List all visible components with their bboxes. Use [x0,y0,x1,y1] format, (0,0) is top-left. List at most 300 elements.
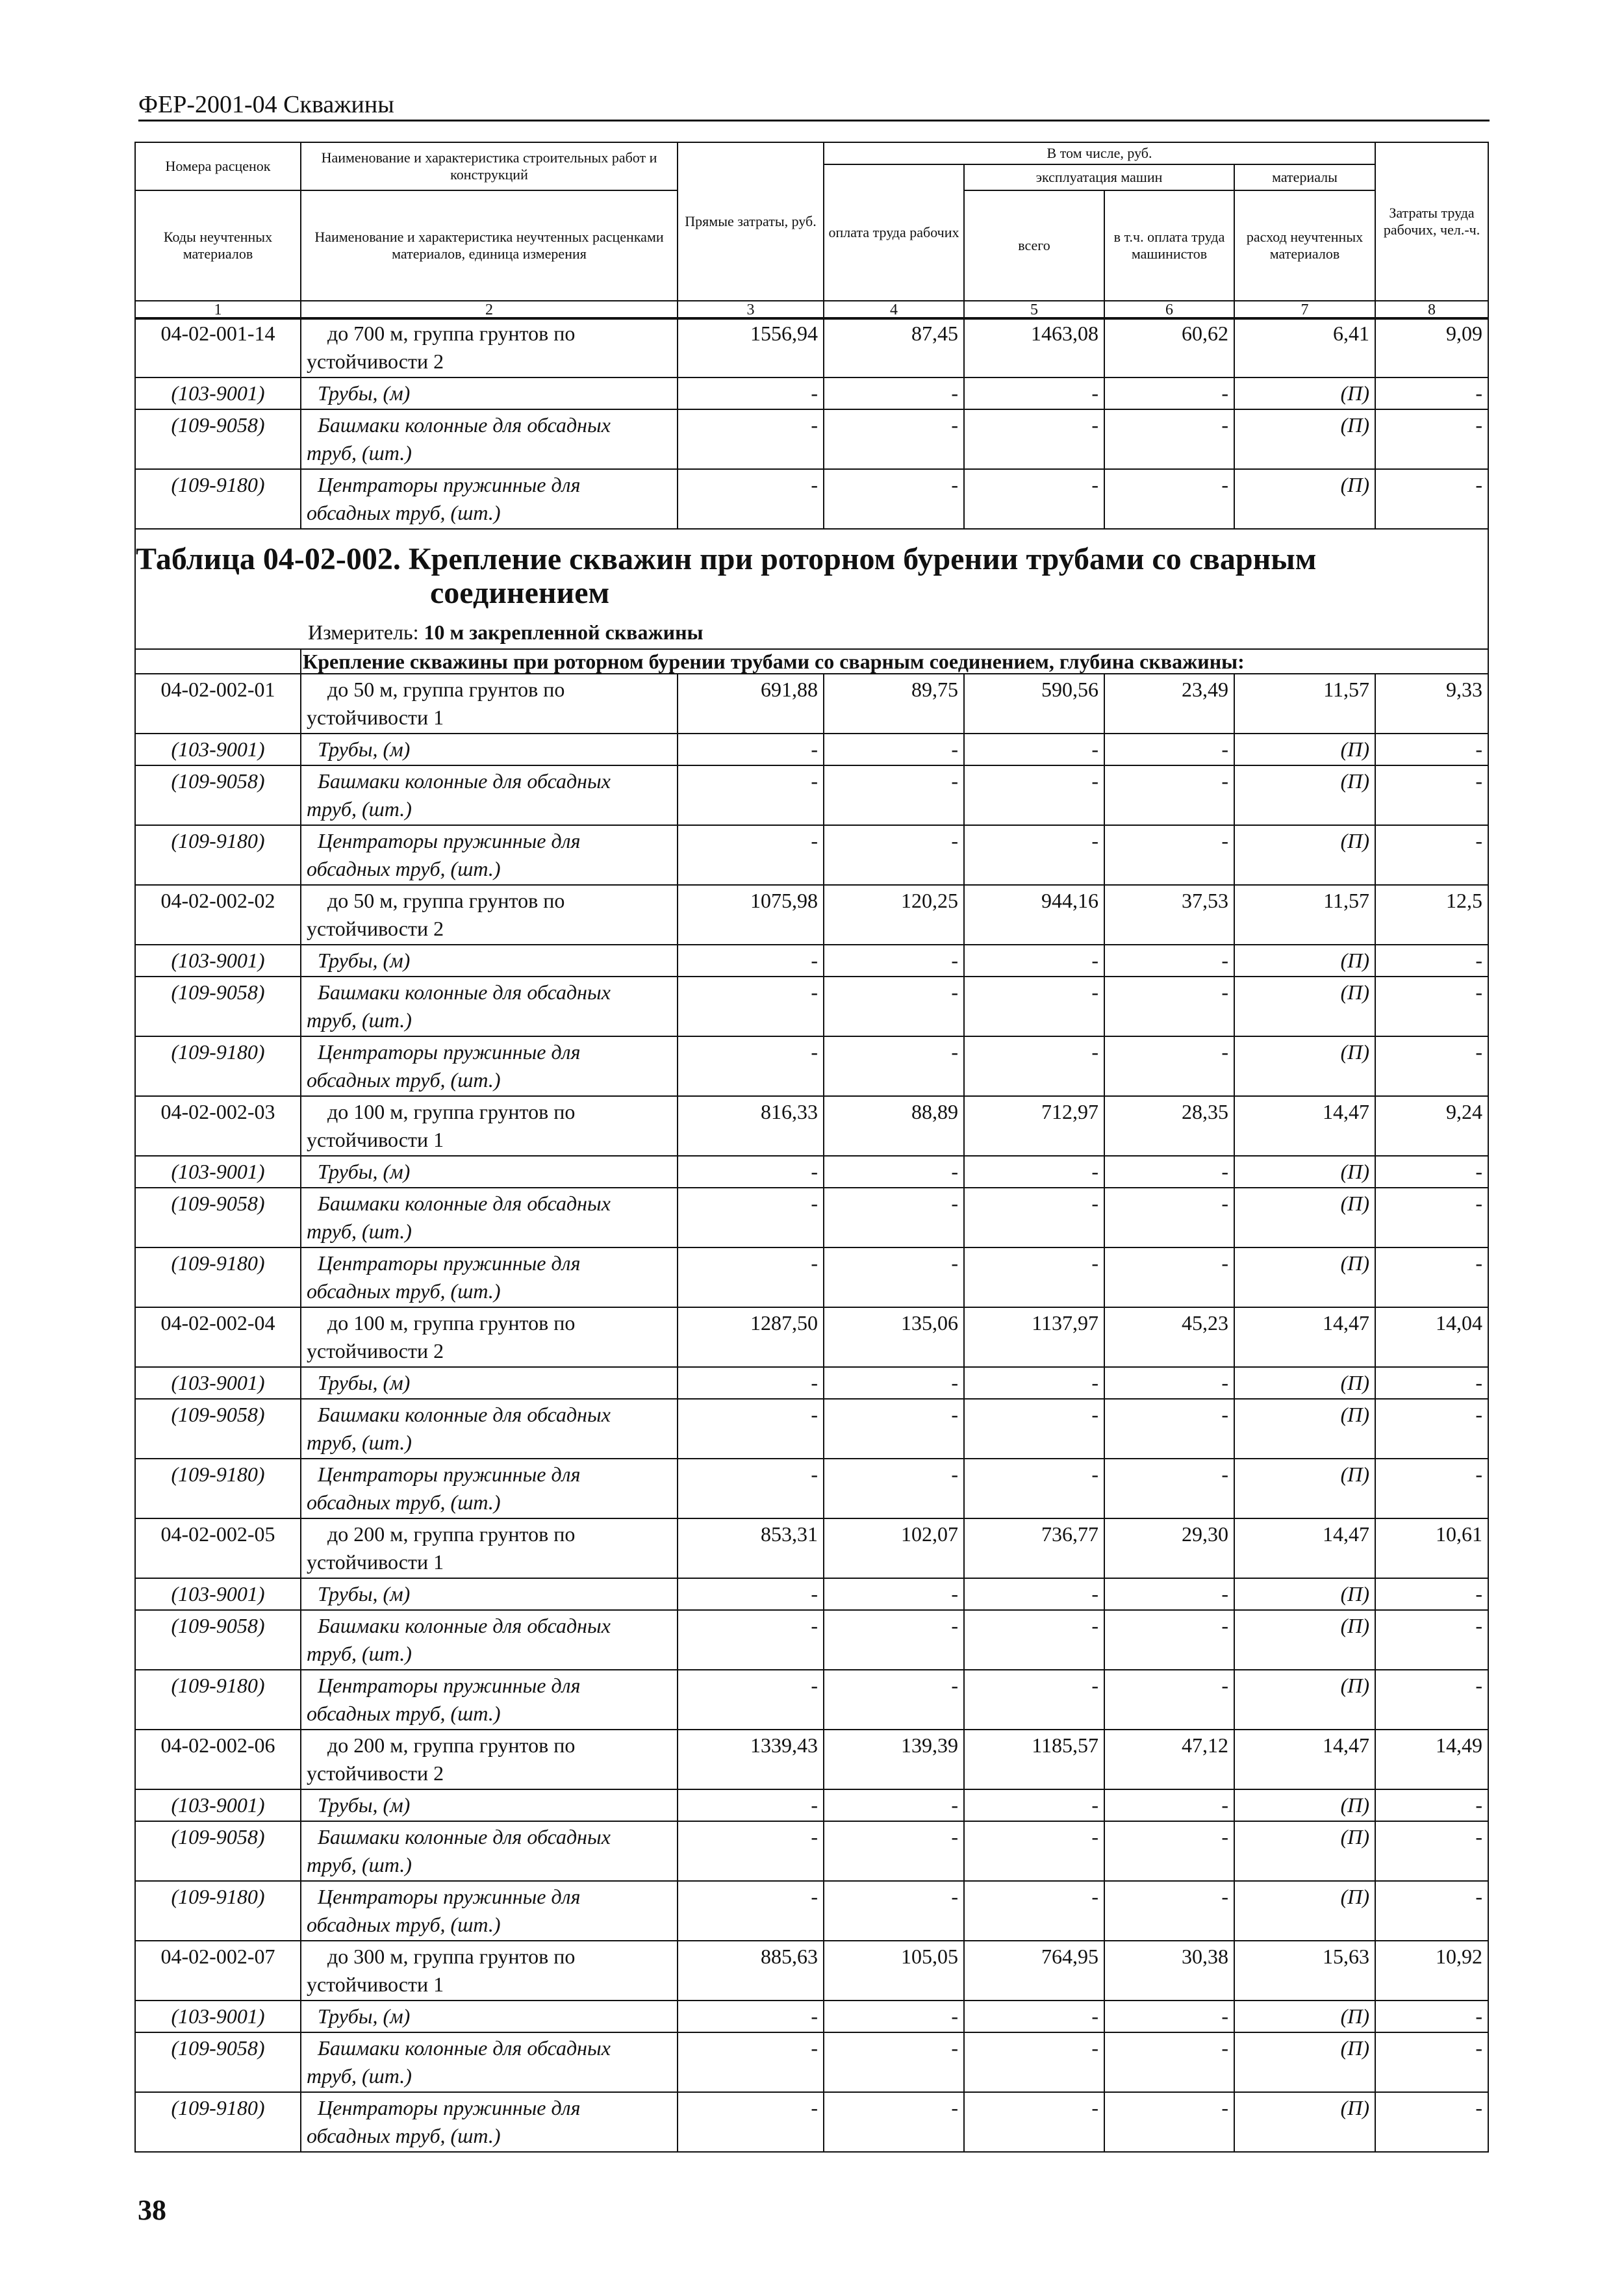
material-dash: - [1375,1036,1488,1096]
material-row [135,409,1488,469]
rate-code: 04-02-002-02 [135,885,301,945]
material-p-tag: (П) [1234,2001,1375,2032]
material-row [135,825,1488,885]
material-code: (109-9058) [135,977,301,1036]
material-p-tag: (П) [1234,945,1375,977]
first-rate-block [135,318,1488,529]
material-dash: - [964,1789,1104,1821]
material-name-line1: Центраторы пружинные для [318,2096,581,2119]
material-dash: - [1104,2092,1234,2152]
rate-materials-cost: 14,47 [1234,1518,1375,1578]
material-dash: - [678,977,824,1036]
rate-desc-line1: до 200 м, группа грунтов по [327,1522,576,1546]
material-dash: - [824,734,964,765]
material-name [301,765,678,825]
material-dash: - [678,1670,824,1730]
material-name: Трубы, (м) [301,377,678,409]
material-dash: - [1104,1610,1234,1670]
meter-value: 10 м закрепленной скважины [424,620,704,644]
material-p-tag: (П) [1234,1367,1375,1399]
rate-materials-cost: 14,47 [1234,1730,1375,1789]
rate-machine-total: 1137,97 [964,1307,1104,1367]
material-name [301,1247,678,1307]
rate-desc-line1: до 100 м, группа грунтов по [327,1311,576,1335]
material-dash: - [1375,2092,1488,2152]
material-code: (109-9180) [135,2092,301,2152]
rate-desc-line1: до 100 м, группа грунтов по [327,1100,576,1123]
material-row [135,1156,1488,1188]
header-machines: эксплуатация машин [964,164,1234,190]
header-col7: расход неучтенных материалов [1234,190,1375,301]
section-title-line2: соединением [430,576,610,610]
material-name-line1: Башмаки колонные для обсадных [318,2036,611,2060]
material-name-line1: Башмаки колонные для обсадных [318,980,611,1004]
material-dash: - [824,409,964,469]
table-header [134,142,1489,320]
material-name: Трубы, (м) [301,1156,678,1188]
rate-desc-line1: до 50 м, группа грунтов по [327,678,565,701]
rate-machine-labor: 28,35 [1104,1096,1234,1156]
material-dash: - [1104,2032,1234,2092]
material-dash: - [824,765,964,825]
material-p-tag: (П) [1234,1881,1375,1941]
rate-direct-cost: 1339,43 [678,1730,824,1789]
material-name [301,1399,678,1459]
material-dash: - [678,2092,824,2152]
rate-description [301,1307,678,1367]
material-dash: - [824,1789,964,1821]
material-code: (109-9058) [135,1399,301,1459]
material-dash: - [1104,1459,1234,1518]
rate-desc-line2: устойчивости 2 [307,1339,444,1362]
material-p-tag: (П) [1234,377,1375,409]
material-dash: - [1375,734,1488,765]
rate-direct-cost: 816,33 [678,1096,824,1156]
material-code: (103-9001) [135,1578,301,1610]
rate-labor-cost: 87,45 [824,318,964,377]
material-dash: - [964,1459,1104,1518]
rate-direct-cost: 1287,50 [678,1307,824,1367]
material-dash: - [824,2032,964,2092]
rate-desc-line1: до 200 м, группа грунтов по [327,1733,576,1757]
material-dash: - [1104,1036,1234,1096]
material-dash: - [1375,945,1488,977]
rate-code: 04-02-001-14 [135,318,301,377]
rate-machine-labor: 45,23 [1104,1307,1234,1367]
material-p-tag: (П) [1234,1188,1375,1247]
material-dash: - [824,1156,964,1188]
material-code: (109-9180) [135,1670,301,1730]
material-dash: - [1375,1578,1488,1610]
rate-labor-cost: 89,75 [824,674,964,734]
material-name: Трубы, (м) [301,2001,678,2032]
material-dash: - [678,1399,824,1459]
material-row [135,1610,1488,1670]
rate-row [135,318,1488,377]
material-dash: - [1375,825,1488,885]
material-name: Трубы, (м) [301,945,678,977]
header-col2-top: Наименование и характеристика строительных работ и конструкций [301,142,678,190]
material-dash: - [964,1156,1104,1188]
material-row [135,1881,1488,1941]
rate-materials-cost: 11,57 [1234,674,1375,734]
header-num-4: 4 [824,301,964,319]
material-dash: - [824,2001,964,2032]
material-dash: - [1375,1789,1488,1821]
material-dash: - [1104,1881,1234,1941]
material-dash: - [824,1610,964,1670]
material-row [135,1399,1488,1459]
material-name-line1: Центраторы пружинные для [318,1463,581,1486]
material-p-tag: (П) [1234,1399,1375,1459]
material-dash: - [1375,409,1488,469]
material-dash: - [824,825,964,885]
material-name-line2: обсадных труб, (шт.) [307,857,501,880]
material-dash: - [678,734,824,765]
material-dash: - [1375,1670,1488,1730]
rates-table [134,317,1489,2153]
material-name [301,977,678,1036]
rate-direct-cost: 1556,94 [678,318,824,377]
material-dash: - [678,1881,824,1941]
material-dash: - [678,1188,824,1247]
material-row [135,1578,1488,1610]
material-row [135,2001,1488,2032]
material-dash: - [1104,977,1234,1036]
material-row [135,2032,1488,2092]
material-code: (103-9001) [135,377,301,409]
material-name-line2: труб, (шт.) [307,1220,412,1243]
material-dash: - [678,1036,824,1096]
page-header-title: ФЕР-2001-04 Скважины [138,91,394,118]
material-row [135,1247,1488,1307]
rate-description [301,1730,678,1789]
material-dash: - [964,2001,1104,2032]
material-name-line1: Центраторы пружинные для [318,1040,581,1064]
material-row [135,1367,1488,1399]
material-p-tag: (П) [1234,1578,1375,1610]
meter-label: Измеритель: [308,620,419,644]
material-name-line1: Башмаки колонные для обсадных [318,1614,611,1637]
material-dash: - [1375,469,1488,529]
header-num-8: 8 [1375,301,1488,319]
rate-labor-cost: 135,06 [824,1307,964,1367]
rate-materials-cost: 15,63 [1234,1941,1375,2001]
material-dash: - [1104,1399,1234,1459]
rate-description [301,1096,678,1156]
material-code: (109-9058) [135,765,301,825]
material-p-tag: (П) [1234,1789,1375,1821]
rate-row [135,885,1488,945]
section-title-block [135,529,1488,674]
material-dash: - [824,1670,964,1730]
rate-labor-cost: 102,07 [824,1518,964,1578]
header-col8: Затраты труда рабочих, чел.-ч. [1375,142,1488,301]
rate-machine-total: 712,97 [964,1096,1104,1156]
rate-machine-labor: 23,49 [1104,674,1234,734]
rate-labor-hours: 9,24 [1375,1096,1488,1156]
rate-row [135,674,1488,734]
material-code: (109-9058) [135,1610,301,1670]
material-dash: - [824,1821,964,1881]
material-name [301,409,678,469]
material-row [135,1459,1488,1518]
material-dash: - [678,825,824,885]
material-dash: - [1375,2032,1488,2092]
material-name: Трубы, (м) [301,1789,678,1821]
header-materials: материалы [1234,164,1375,190]
material-code: (109-9180) [135,1459,301,1518]
material-p-tag: (П) [1234,734,1375,765]
material-dash: - [678,469,824,529]
material-row [135,1036,1488,1096]
material-name [301,2092,678,2152]
group-title-row [135,649,1488,674]
material-dash: - [824,1036,964,1096]
group-title-blank [135,649,301,674]
material-name-line1: Центраторы пружинные для [318,1885,581,1908]
rate-code: 04-02-002-07 [135,1941,301,2001]
rate-direct-cost: 1075,98 [678,885,824,945]
material-dash: - [678,1367,824,1399]
material-name-line2: обсадных труб, (шт.) [307,1702,501,1725]
material-dash: - [824,1578,964,1610]
rate-materials-cost: 14,47 [1234,1307,1375,1367]
material-dash: - [964,945,1104,977]
rate-description [301,318,678,377]
rate-labor-hours: 10,92 [1375,1941,1488,2001]
rate-code: 04-02-002-04 [135,1307,301,1367]
rate-labor-hours: 12,5 [1375,885,1488,945]
rate-desc-line1: до 300 м, группа грунтов по [327,1945,576,1968]
material-name-line1: Башмаки колонные для обсадных [318,1825,611,1848]
rate-labor-cost: 88,89 [824,1096,964,1156]
material-p-tag: (П) [1234,2032,1375,2092]
material-p-tag: (П) [1234,469,1375,529]
material-name-line1: Башмаки колонные для обсадных [318,1403,611,1426]
material-row [135,945,1488,977]
rate-desc-line2: устойчивости 2 [307,1761,444,1785]
material-dash: - [964,1036,1104,1096]
rate-machine-total: 1185,57 [964,1730,1104,1789]
material-code: (109-9058) [135,409,301,469]
material-row [135,977,1488,1036]
rate-row [135,1096,1488,1156]
material-row [135,765,1488,825]
material-name: Трубы, (м) [301,734,678,765]
header-num-5: 5 [964,301,1104,319]
header-col3: Прямые затраты, руб. [678,142,824,301]
section-title-cell [135,529,1488,649]
material-name-line1: Центраторы пружинные для [318,1674,581,1697]
rate-machine-labor: 30,38 [1104,1941,1234,2001]
material-dash: - [1375,977,1488,1036]
rate-machine-total: 944,16 [964,885,1104,945]
material-code: (103-9001) [135,1156,301,1188]
rate-desc-line2: устойчивости 1 [307,1973,444,1996]
rate-labor-cost: 120,25 [824,885,964,945]
material-dash: - [1375,1399,1488,1459]
material-dash: - [964,1247,1104,1307]
rate-machine-total: 764,95 [964,1941,1104,2001]
material-dash: - [1104,1789,1234,1821]
material-name-line2: труб, (шт.) [307,1431,412,1454]
material-dash: - [678,2001,824,2032]
rate-machine-total: 736,77 [964,1518,1104,1578]
material-row [135,1821,1488,1881]
material-name [301,1188,678,1247]
material-code: (103-9001) [135,1367,301,1399]
material-dash: - [824,1399,964,1459]
material-dash: - [964,2032,1104,2092]
material-dash: - [964,1399,1104,1459]
material-row [135,2092,1488,2152]
material-dash: - [1104,734,1234,765]
material-dash: - [1104,1821,1234,1881]
rate-row [135,1307,1488,1367]
material-dash: - [678,2032,824,2092]
rate-description [301,1518,678,1578]
material-dash: - [1375,1821,1488,1881]
material-name-line2: труб, (шт.) [307,797,412,821]
material-row [135,377,1488,409]
rate-desc-line2: устойчивости 2 [307,350,444,373]
rate-code: 04-02-002-01 [135,674,301,734]
header-incl: В том числе, руб. [824,142,1375,164]
material-dash: - [964,1188,1104,1247]
material-name-line1: Центраторы пружинные для [318,829,581,852]
material-dash: - [1104,409,1234,469]
rate-desc-line2: устойчивости 1 [307,1128,444,1151]
material-dash: - [824,469,964,529]
material-dash: - [678,377,824,409]
material-dash: - [1104,1670,1234,1730]
rate-direct-cost: 885,63 [678,1941,824,2001]
rate-direct-cost: 853,31 [678,1518,824,1578]
rate-description [301,1941,678,2001]
material-dash: - [1375,2001,1488,2032]
material-p-tag: (П) [1234,1247,1375,1307]
page-number: 38 [138,2194,166,2226]
material-dash: - [1375,765,1488,825]
material-dash: - [678,409,824,469]
material-name-line2: обсадных труб, (шт.) [307,1068,501,1092]
material-dash: - [824,1881,964,1941]
header-col1-bottom: Коды неучтенных материалов [135,190,301,301]
material-p-tag: (П) [1234,1156,1375,1188]
material-name-line2: труб, (шт.) [307,441,412,465]
material-dash: - [1375,377,1488,409]
material-dash: - [964,825,1104,885]
rate-materials-cost: 6,41 [1234,318,1375,377]
material-name-line2: обсадных труб, (шт.) [307,1913,501,1936]
material-code: (109-9180) [135,1881,301,1941]
material-row [135,469,1488,529]
material-name [301,2032,678,2092]
header-num-7: 7 [1234,301,1375,319]
material-dash: - [964,1578,1104,1610]
rate-materials-cost: 14,47 [1234,1096,1375,1156]
material-dash: - [964,765,1104,825]
material-dash: - [1375,1459,1488,1518]
material-name-line2: обсадных труб, (шт.) [307,1279,501,1303]
material-dash: - [824,2092,964,2152]
material-name-line1: Центраторы пружинные для [318,473,581,496]
material-dash: - [1104,2001,1234,2032]
material-name-line1: Центраторы пружинные для [318,1251,581,1275]
rate-desc-line1: до 700 м, группа грунтов по [327,322,576,345]
material-p-tag: (П) [1234,1610,1375,1670]
material-dash: - [824,1188,964,1247]
material-code: (109-9180) [135,469,301,529]
rate-desc-line2: устойчивости 2 [307,917,444,940]
rate-description [301,674,678,734]
material-name [301,825,678,885]
material-dash: - [824,945,964,977]
material-dash: - [1375,1881,1488,1941]
rate-direct-cost: 691,88 [678,674,824,734]
header-col1-top: Номера расценок [135,142,301,190]
rate-labor-hours: 9,33 [1375,674,1488,734]
material-dash: - [1375,1188,1488,1247]
rate-labor-hours: 14,04 [1375,1307,1488,1367]
rate-row [135,1518,1488,1578]
rates-block [135,674,1488,2152]
material-dash: - [964,409,1104,469]
header-num-3: 3 [678,301,824,319]
material-dash: - [964,2092,1104,2152]
material-p-tag: (П) [1234,977,1375,1036]
material-dash: - [1104,1156,1234,1188]
material-dash: - [678,1459,824,1518]
material-dash: - [964,377,1104,409]
material-code: (103-9001) [135,945,301,977]
material-dash: - [964,1881,1104,1941]
material-code: (109-9180) [135,1036,301,1096]
material-dash: - [964,1610,1104,1670]
material-name-line2: труб, (шт.) [307,1642,412,1665]
rate-code: 04-02-002-05 [135,1518,301,1578]
material-dash: - [1104,1247,1234,1307]
material-p-tag: (П) [1234,2092,1375,2152]
material-row [135,734,1488,765]
material-name-line2: труб, (шт.) [307,2064,412,2088]
material-dash: - [678,1789,824,1821]
header-col2-bottom: Наименование и характеристика неучтенных расценками материалов, единица измерения [301,190,678,301]
material-dash: - [964,1367,1104,1399]
rate-machine-labor: 37,53 [1104,885,1234,945]
rate-desc-line2: устойчивости 1 [307,1550,444,1574]
material-name-line2: обсадных труб, (шт.) [307,501,501,524]
material-code: (103-9001) [135,1789,301,1821]
material-dash: - [1104,765,1234,825]
rate-row [135,1730,1488,1789]
rate-desc-line1: до 50 м, группа грунтов по [327,889,565,912]
material-code: (103-9001) [135,2001,301,2032]
material-p-tag: (П) [1234,1036,1375,1096]
rate-machine-labor: 60,62 [1104,318,1234,377]
material-name [301,1670,678,1730]
material-p-tag: (П) [1234,825,1375,885]
material-dash: - [1375,1247,1488,1307]
section-title-line1: Таблица 04-02-002. Крепление скважин при роторном бурении трубами со сварным [136,542,1317,576]
material-dash: - [678,1247,824,1307]
rate-machine-total: 590,56 [964,674,1104,734]
material-dash: - [678,945,824,977]
header-col6: в т.ч. оплата труда машинистов [1104,190,1234,301]
page-header [138,86,1490,121]
rate-labor-cost: 105,05 [824,1941,964,2001]
